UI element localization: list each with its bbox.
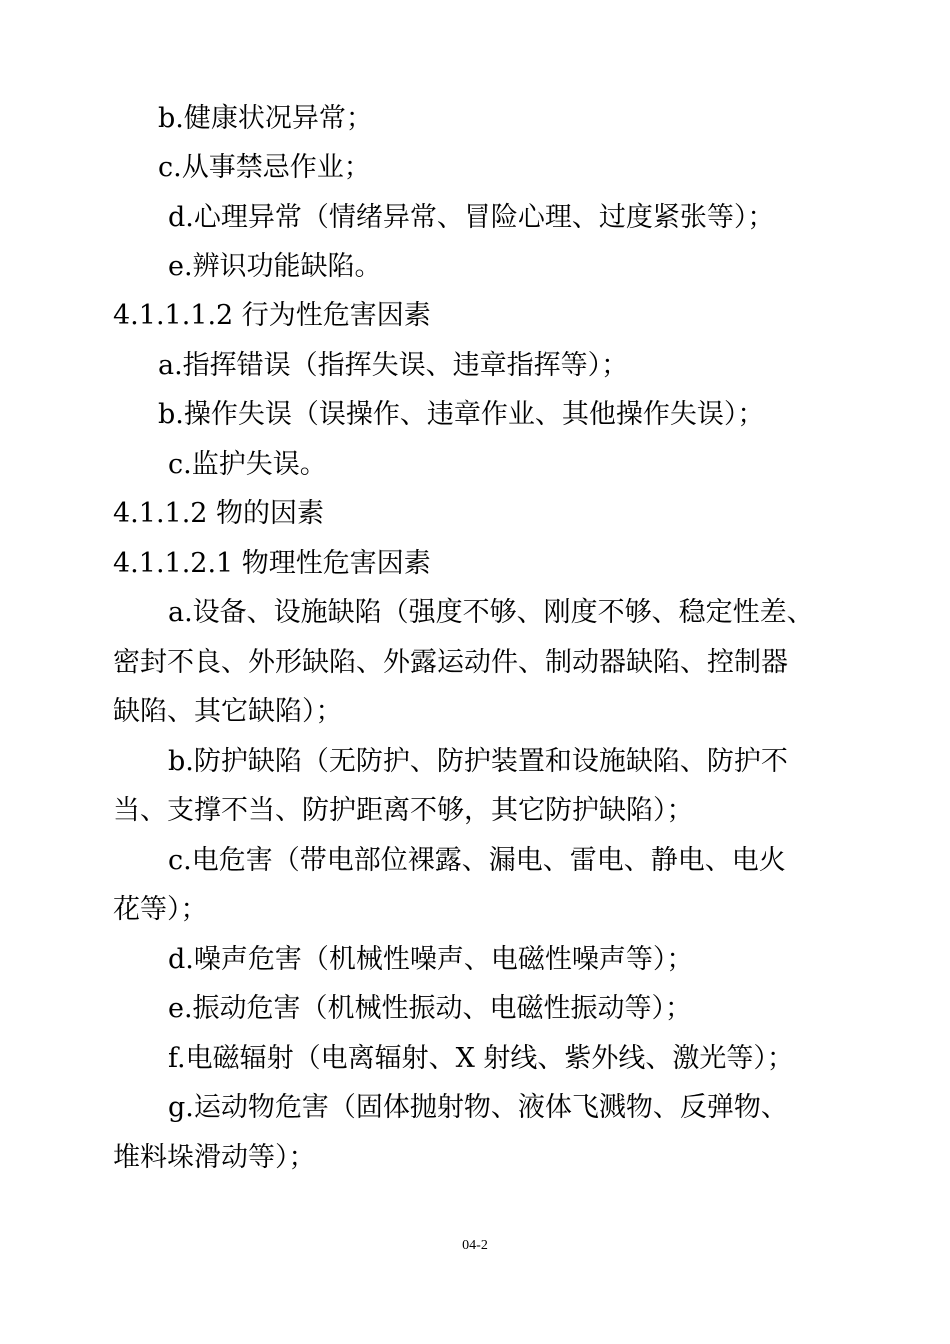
list-item-psychological-abnormal: d.心理异常（情绪异常、冒险心理、过度紧张等）； [168, 202, 775, 233]
list-item-protection-defect: b.防护缺陷（无防护、防护装置和设施缺陷、防护不 [168, 746, 788, 777]
list-item-protection-defect-cont: 当、支撑不当、防护距离不够，其它防护缺陷）； [113, 795, 694, 826]
list-item-health-abnormal: b.健康状况异常； [158, 103, 373, 134]
list-item-equipment-defect-cont: 密封不良、外形缺陷、外露运动件、制动器缺陷、控制器 [113, 647, 788, 678]
list-item-equipment-defect-cont: 缺陷、其它缺陷）； [113, 696, 343, 727]
section-heading-physical-hazards: 4.1.1.2.1 物理性危害因素 [113, 548, 431, 579]
list-item-electromagnetic-radiation: f.电磁辐射（电离辐射、X 射线、紫外线、激光等）； [168, 1043, 794, 1074]
list-item-vibration-hazard: e.振动危害（机械性振动、电磁性振动等）； [168, 993, 693, 1024]
list-item-command-error: a.指挥错误（指挥失误、违章指挥等）； [158, 350, 629, 381]
list-item-operation-error: b.操作失误（误操作、违章作业、其他操作失误）； [158, 399, 765, 430]
list-item-supervision-error: c.监护失误。 [168, 449, 327, 480]
list-item-moving-object-hazard: g.运动物危害（固体抛射物、液体飞溅物、反弹物、 [168, 1092, 788, 1123]
list-item-identification-defect: e.辨识功能缺陷。 [168, 251, 382, 282]
page-number: 04-2 [462, 1238, 488, 1253]
section-heading-material-factors: 4.1.1.2 物的因素 [113, 498, 325, 529]
list-item-electrical-hazard-cont: 花等）； [113, 894, 208, 925]
list-item-electrical-hazard: c.电危害（带电部位裸露、漏电、雷电、静电、电火 [168, 845, 786, 876]
list-item-equipment-defect: a.设备、设施缺陷（强度不够、刚度不够、稳定性差、 [168, 597, 814, 628]
list-item-forbidden-work: c.从事禁忌作业； [158, 152, 371, 183]
list-item-moving-object-hazard-cont: 堆料垛滑动等）； [113, 1142, 316, 1173]
list-item-noise-hazard: d.噪声危害（机械性噪声、电磁性噪声等）； [168, 944, 694, 975]
section-heading-behavioral-hazards: 4.1.1.1.2 行为性危害因素 [113, 300, 431, 331]
